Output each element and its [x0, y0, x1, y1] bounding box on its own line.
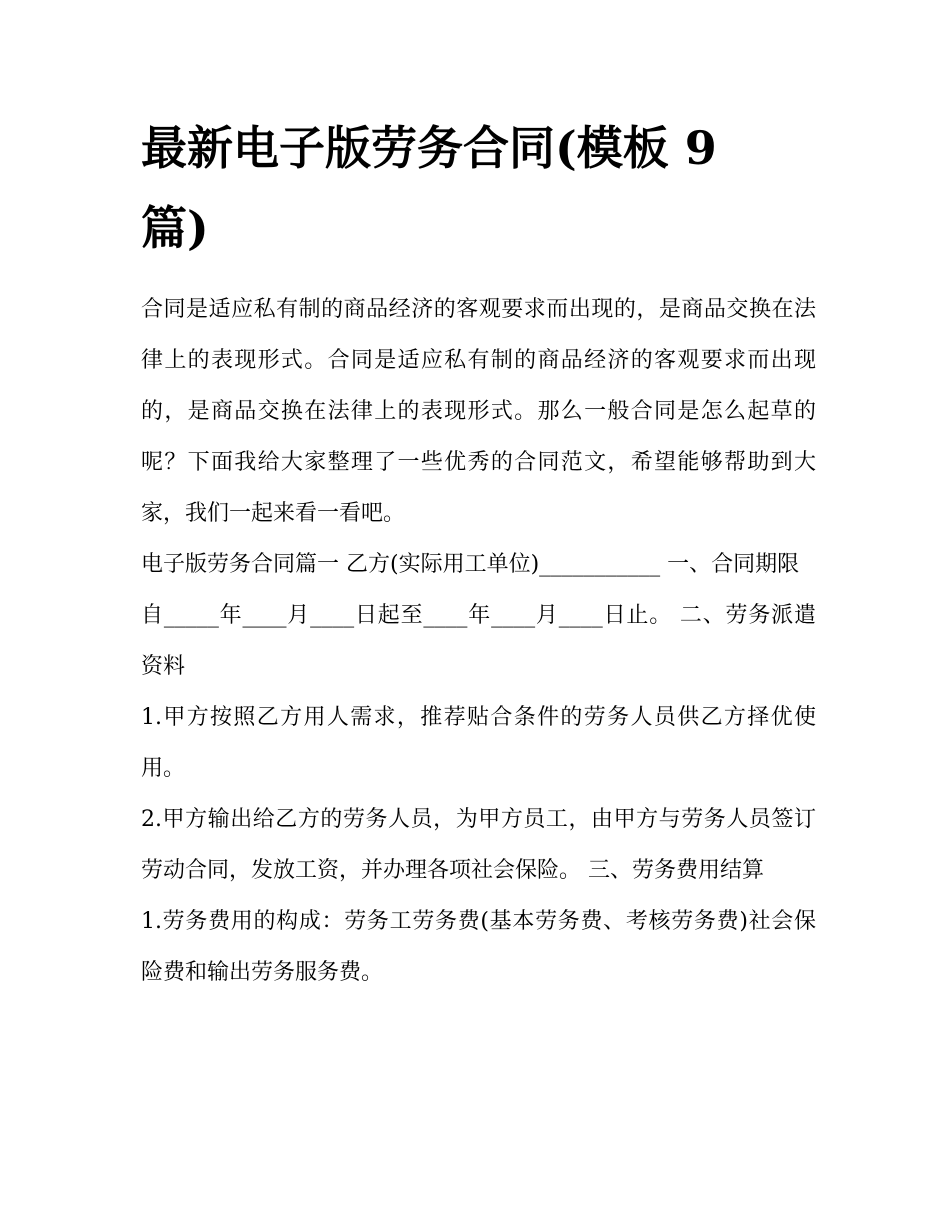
document-body	[141, 284, 816, 998]
document-title: 最新电子版劳务合同(模板 9 篇)	[141, 121, 717, 255]
intro-paragraph: 合同是适应私有制的商品经济的客观要求而出现的，是商品交换在法律上的表现形式。合同是适应私有制的商品经济的客观要求而出现的，是商品交换在法律上的表现形式。那么一般合同是怎么起草的呢？下面我给大家整理了一些优秀的合同范文，希望能够帮助到大家，我们一起来看一看吧。	[141, 297, 816, 526]
clause-paragraph: 2.甲方输出给乙方的劳务人员，为甲方员工，由甲方与劳务人员签订劳动合同，发放工资，并办理各项社会保险。 三、劳务费用结算	[141, 807, 816, 883]
contract-term-paragraph: 自_____年____月____日起至____年____月____日止。 二、劳务派遣资料	[141, 603, 816, 679]
contract-heading-paragraph: 电子版劳务合同篇一 乙方(实际用工单位)___________ 一、合同期限	[141, 552, 800, 577]
clause-paragraph: 1.劳务费用的构成：劳务工劳务费(基本劳务费、考核劳务费)社会保险费和输出劳务服务费。	[141, 909, 816, 985]
clause-paragraph: 1.甲方按照乙方用人需求，推荐贴合条件的劳务人员供乙方择优使用。	[141, 705, 816, 781]
